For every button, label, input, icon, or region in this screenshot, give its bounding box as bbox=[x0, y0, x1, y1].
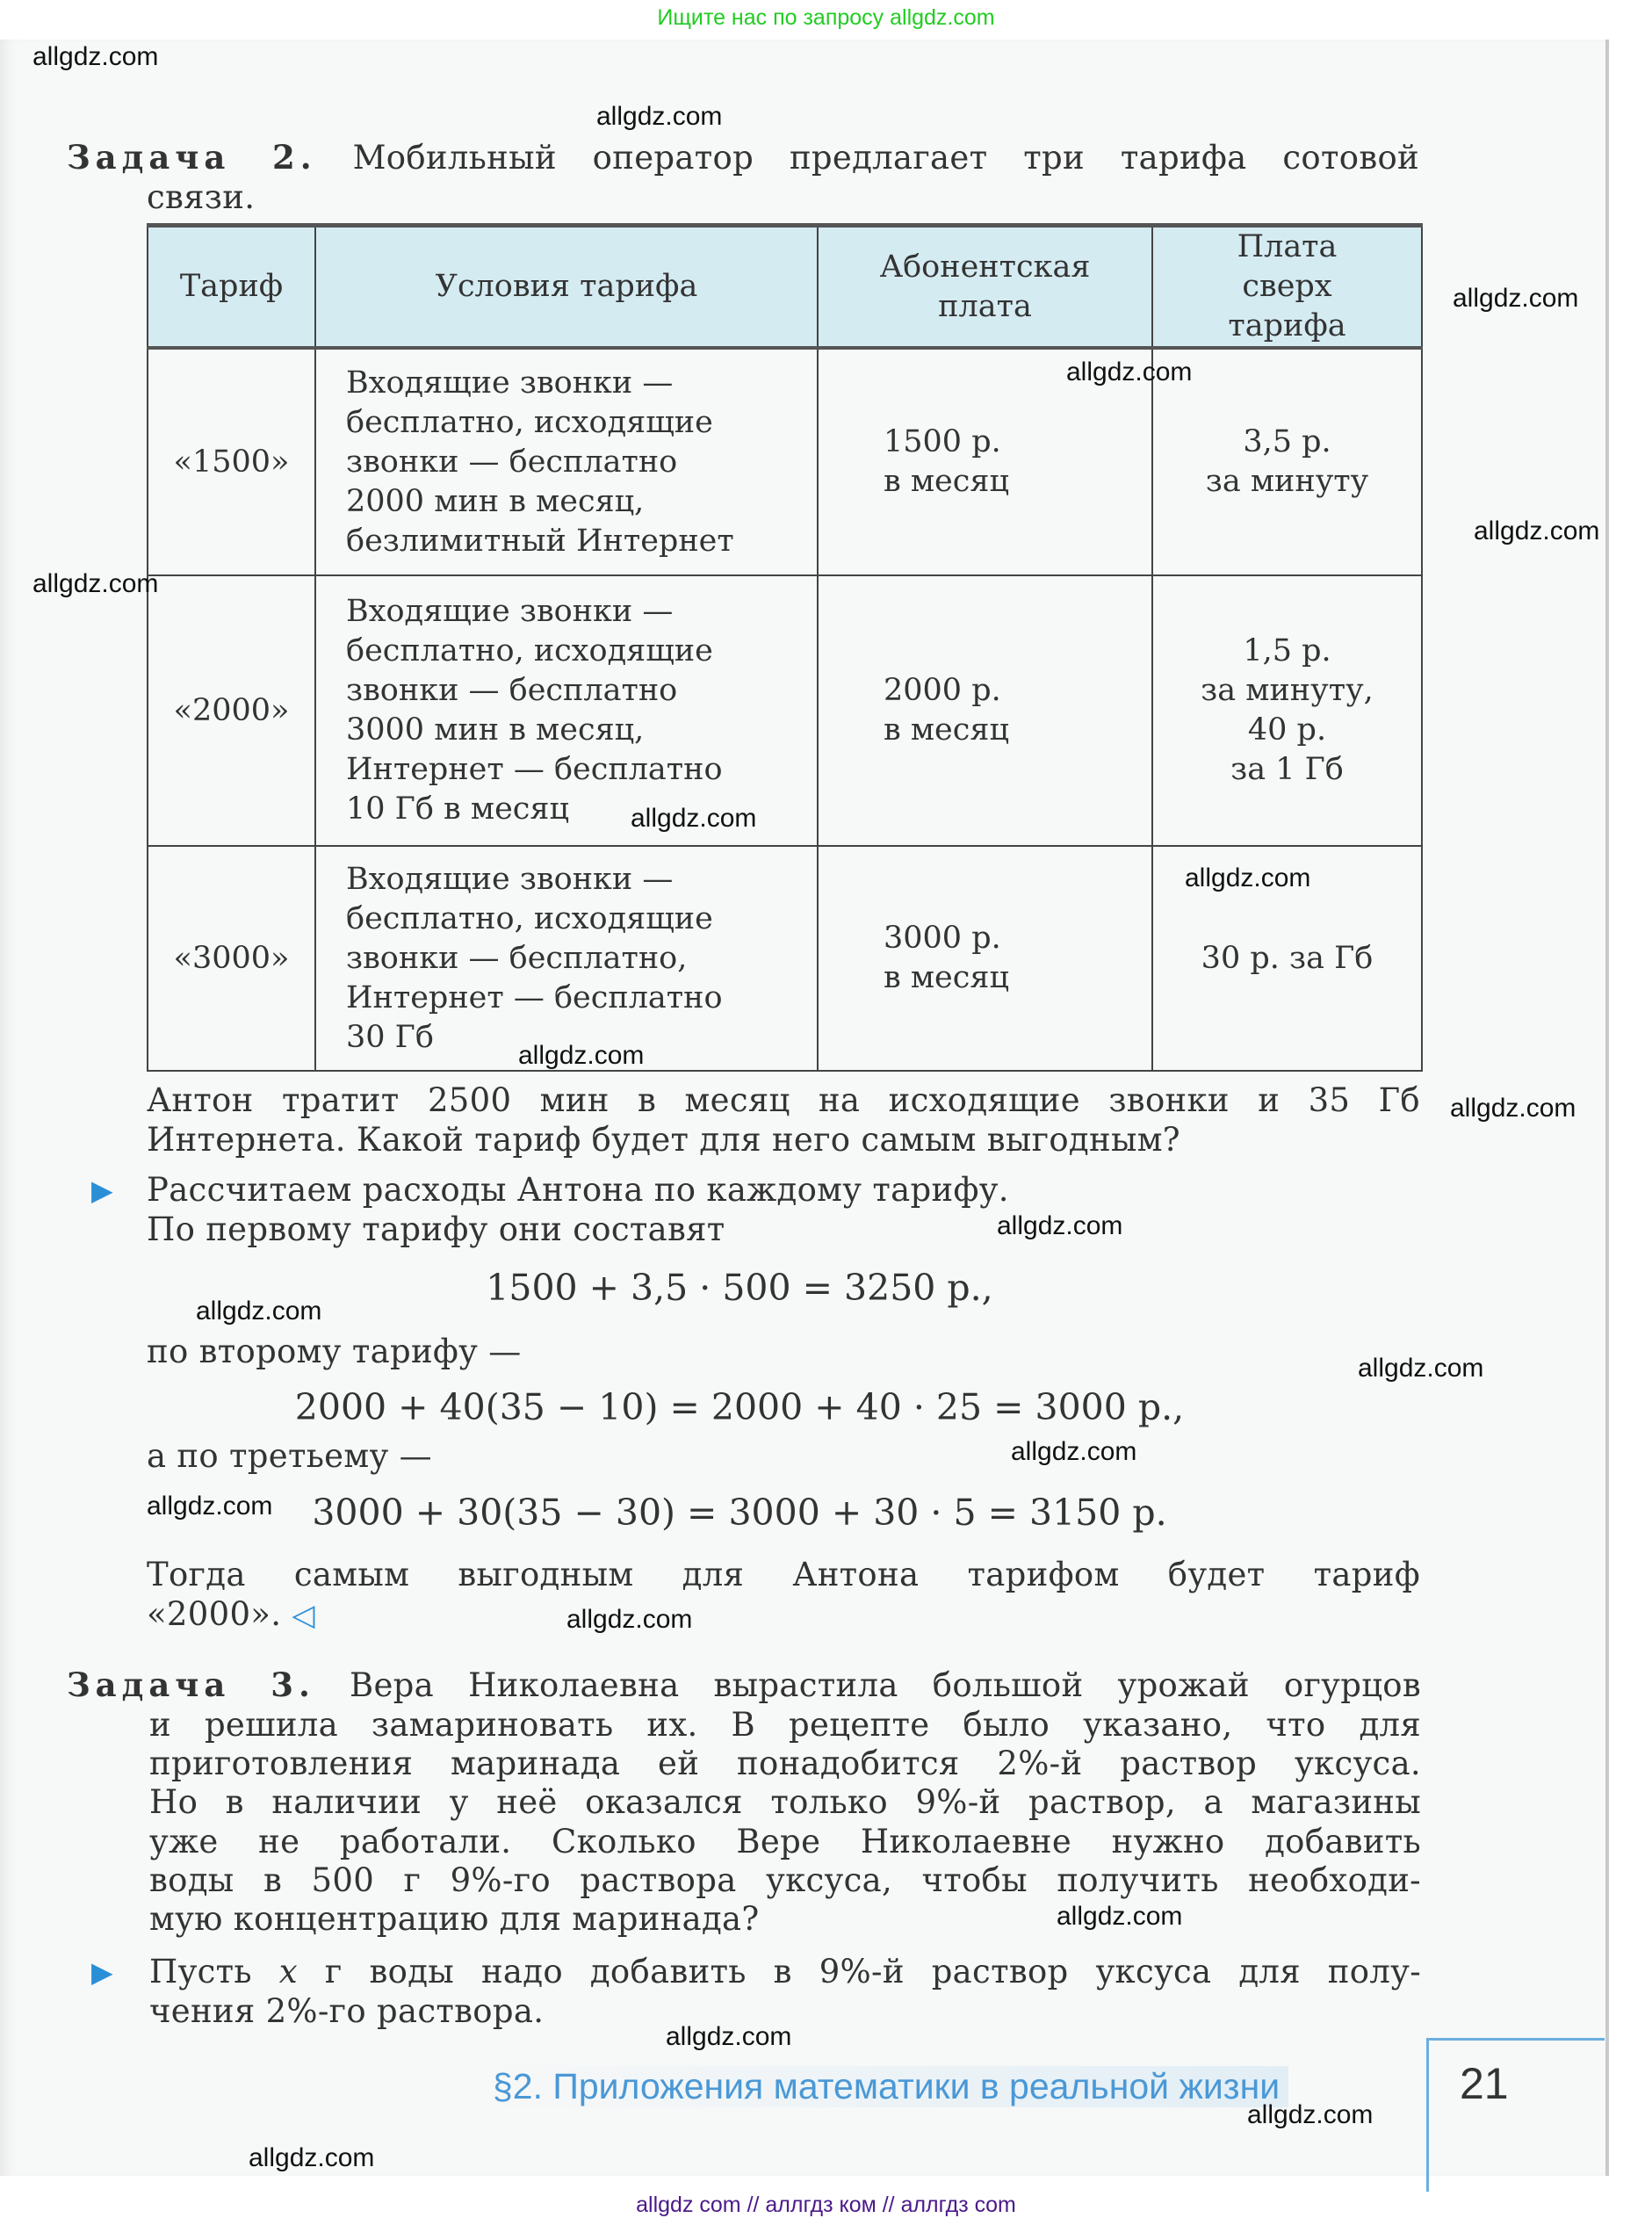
header-fee: Абонентская плата bbox=[818, 226, 1152, 349]
sol-text: Пусть bbox=[149, 1953, 279, 1990]
table-header-row bbox=[148, 226, 1422, 349]
condition-line: безлимитный Интернет bbox=[346, 523, 734, 559]
task2-text: Мобильный оператор предлагает три тарифа сотовой bbox=[316, 139, 1420, 177]
cell-tariff: «1500» bbox=[148, 348, 315, 575]
watermark: allgdz.com bbox=[1185, 863, 1311, 892]
task3-line: Но в наличии у неё оказался только 9%-й раствор, а магазины bbox=[149, 1783, 1421, 1821]
variable-x: x bbox=[278, 1953, 298, 1990]
fee-line: 2000 р. bbox=[884, 673, 1001, 708]
watermark: allgdz.com bbox=[566, 1605, 693, 1634]
task3-solution-line: чения 2%-го раствора. bbox=[149, 1992, 545, 2030]
question-line: Интернета. Какой тариф будет для него самым выгодным? bbox=[147, 1121, 1180, 1159]
question-line: Антон тратит 2500 мин в месяц на исходящие звонки и 35 Гб bbox=[147, 1081, 1420, 1119]
section-title: §2. Приложения математики в реальной жизни bbox=[484, 2066, 1288, 2107]
solution-marker-icon: ▶ bbox=[91, 1955, 113, 1989]
task2-line1 bbox=[67, 138, 1419, 177]
watermark: allgdz.com bbox=[32, 569, 159, 598]
solution-end-icon: ◁ bbox=[292, 1598, 315, 1633]
solution-line: по второму тарифу — bbox=[147, 1333, 522, 1370]
task3-line: уже не работали. Сколько Вере Николаевне нужно добавить bbox=[149, 1823, 1421, 1860]
header-tariff: Тариф bbox=[148, 226, 315, 349]
condition-line: 3000 мин в месяц, bbox=[346, 712, 645, 748]
over-line: за минуту, bbox=[1201, 673, 1374, 708]
fee-line: 3000 р. bbox=[884, 921, 1001, 956]
condition-line: бесплатно, исходящие bbox=[346, 900, 713, 936]
fee-line: в месяц bbox=[884, 712, 1009, 748]
condition-line: 2000 мин в месяц, bbox=[346, 483, 645, 519]
bottom-watermark-note: allgdz com // аллгдз ком // аллгдз com bbox=[636, 2193, 1016, 2217]
watermark: allgdz.com bbox=[997, 1211, 1123, 1240]
formula-1: 1500 + 3,5 · 500 = 3250 р., bbox=[486, 1267, 993, 1309]
task3-line: воды в 500 г 9%-го раствора уксуса, чтобы получить необходи- bbox=[149, 1861, 1421, 1899]
solution-line: По первому тарифу они составят bbox=[147, 1210, 725, 1248]
cell-over bbox=[1152, 575, 1422, 846]
over-line: 30 р. за Гб bbox=[1201, 940, 1374, 976]
watermark: allgdz.com bbox=[518, 1041, 645, 1070]
watermark: allgdz.com bbox=[1453, 284, 1579, 313]
watermark: allgdz.com bbox=[631, 804, 757, 833]
cell-tariff: «2000» bbox=[148, 575, 315, 846]
condition-line: Входящие звонки — bbox=[346, 365, 674, 401]
condition-line: Входящие звонки — bbox=[346, 861, 674, 897]
condition-line: бесплатно, исходящие bbox=[346, 404, 713, 440]
fee-line: 1500 р. bbox=[884, 424, 1001, 459]
task3-text: Вера Николаевна вырастила большой урожай огурцов bbox=[314, 1666, 1421, 1704]
solution-answer: «2000». bbox=[147, 1595, 292, 1633]
condition-line: 10 Гб в месяц bbox=[346, 791, 569, 827]
table-row bbox=[148, 348, 1422, 575]
over-line: 1,5 р. bbox=[1243, 633, 1331, 668]
watermark: allgdz.com bbox=[32, 42, 159, 71]
condition-line: 30 Гб bbox=[346, 1019, 434, 1055]
formula-3: 3000 + 30(35 − 30) = 3000 + 30 · 5 = 3150 р. bbox=[312, 1492, 1167, 1534]
solution-line: а по третьему — bbox=[147, 1437, 432, 1475]
cell-fee bbox=[818, 846, 1152, 1071]
over-line: 3,5 р. bbox=[1243, 424, 1331, 459]
tariff-table bbox=[147, 223, 1423, 1072]
over-line: 40 р. bbox=[1247, 712, 1327, 748]
condition-line: Входящие звонки — bbox=[346, 594, 674, 629]
table-row bbox=[148, 575, 1422, 846]
over-line: за минуту bbox=[1205, 464, 1369, 499]
watermark: allgdz.com bbox=[1011, 1437, 1137, 1466]
cell-over bbox=[1152, 348, 1422, 575]
watermark: allgdz.com bbox=[196, 1297, 322, 1326]
task3-line: приготовления маринада ей понадобится 2%-й раствор уксуса. bbox=[149, 1745, 1421, 1782]
header-conditions: Условия тарифа bbox=[315, 226, 818, 349]
watermark: allgdz.com bbox=[147, 1492, 273, 1521]
watermark: allgdz.com bbox=[249, 2143, 375, 2172]
task3-solution-line bbox=[149, 1952, 1421, 1991]
watermark: allgdz.com bbox=[596, 102, 723, 131]
task3-line: и решила замариновать их. В рецепте было указано, что для bbox=[149, 1706, 1421, 1744]
formula-2: 2000 + 40(35 − 10) = 2000 + 40 · 25 = 3000 р., bbox=[294, 1386, 1185, 1428]
task3-line: мую концентрацию для маринада? bbox=[149, 1900, 760, 1938]
solution-line bbox=[147, 1594, 315, 1636]
task3-line1 bbox=[67, 1665, 1421, 1705]
cell-tariff: «3000» bbox=[148, 846, 315, 1071]
condition-line: звонки — бесплатно, bbox=[346, 940, 688, 976]
watermark: allgdz.com bbox=[1358, 1354, 1484, 1383]
watermark: allgdz.com bbox=[666, 2022, 792, 2051]
watermark: allgdz.com bbox=[1057, 1902, 1183, 1931]
fee-line: в месяц bbox=[884, 464, 1009, 499]
fee-line: в месяц bbox=[884, 960, 1009, 995]
task3-label: Задача 3. bbox=[67, 1665, 315, 1704]
header-over: Плата сверх тарифа bbox=[1152, 226, 1422, 349]
watermark: allgdz.com bbox=[1474, 517, 1600, 545]
solution-marker-icon: ▶ bbox=[91, 1174, 113, 1207]
task2-line2: связи. bbox=[147, 178, 256, 216]
condition-line: звонки — бесплатно bbox=[346, 673, 678, 708]
condition-line: Интернет — бесплатно bbox=[346, 979, 723, 1015]
condition-line: Интернет — бесплатно bbox=[346, 752, 723, 787]
cell-conditions bbox=[315, 348, 818, 575]
solution-line: Тогда самым выгодным для Антона тарифом будет тариф bbox=[147, 1556, 1420, 1593]
page-number: 21 bbox=[1460, 2059, 1509, 2108]
condition-line: звонки — бесплатно bbox=[346, 444, 678, 480]
page-number-box bbox=[1426, 2038, 1605, 2192]
sol-text: г воды надо добавить в 9%-й раствор уксуса для полу- bbox=[297, 1953, 1421, 1990]
watermark: allgdz.com bbox=[1450, 1094, 1576, 1123]
solution-line: Рассчитаем расходы Антона по каждому тарифу. bbox=[147, 1171, 1009, 1209]
over-line: за 1 Гб bbox=[1230, 752, 1344, 787]
task2-label: Задача 2. bbox=[67, 138, 317, 177]
watermark: allgdz.com bbox=[1066, 358, 1193, 387]
top-watermark-note: Ищите нас по запросу allgdz.com bbox=[657, 5, 995, 30]
cell-fee bbox=[818, 575, 1152, 846]
watermark: allgdz.com bbox=[1247, 2100, 1374, 2129]
condition-line: бесплатно, исходящие bbox=[346, 633, 713, 668]
cell-conditions bbox=[315, 846, 818, 1071]
